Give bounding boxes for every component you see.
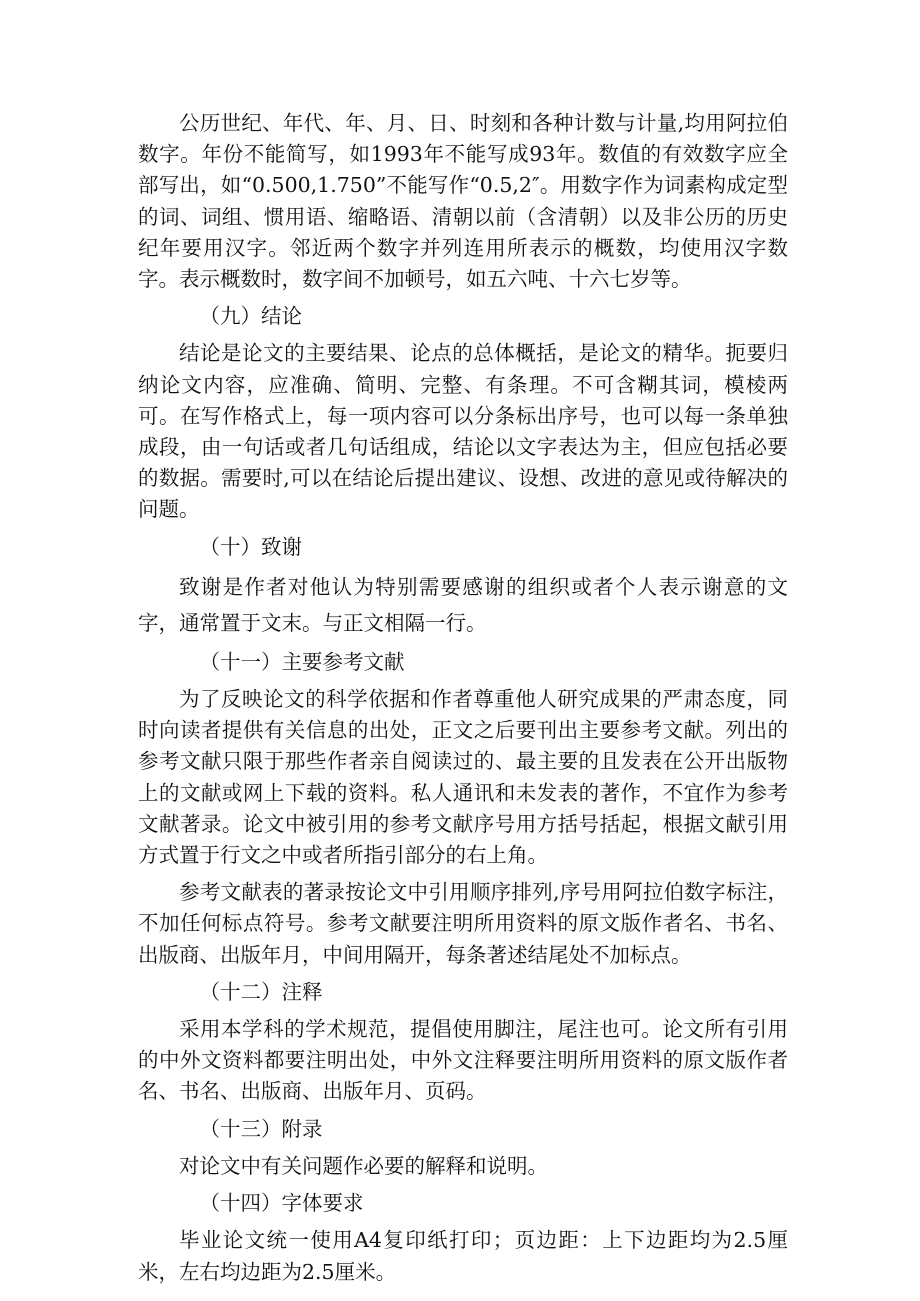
heading-notes: （十二）注释 <box>199 979 323 1004</box>
paragraph-notes: 采用本学科的学术规范，提倡使用脚注，尾注也可。论文所有引用的中外文资料都要注明出处，中外文注释要注明所用资料的原文版作者名、书名、出版商、出版年月、页码。 <box>138 1017 788 1104</box>
paragraph-acknowledgement: 致谢是作者对他认为特别需要感谢的组织或者个人表示谢意的文字，通常置于文末。与正文相隔一行。 <box>138 574 788 635</box>
heading-acknowledgement: （十）致谢 <box>199 534 302 559</box>
heading-references: （十一）主要参考文献 <box>199 649 405 674</box>
paragraph-appendix: 对论文中有关问题作必要的解释和说明。 <box>179 1153 548 1178</box>
paragraph-references: 为了反映论文的科学依据和作者尊重他人研究成果的严肃态度，同时向读者提供有关信息的出处，正文之后要刊出主要参考文献。列出的参考文献只限于那些作者亲自阅读过的、最主要的且发表在公开出版物上的文献或网上下载的资料。私人通讯和未发表的著作，不宜作为参考文献著录。论文中被引用的参考文献序号用方括号括起，根据文献引用方式置于行文之中或者所指引部分的右上角。 <box>138 687 788 868</box>
document-page <box>138 108 788 1288</box>
heading-conclusion: （九）结论 <box>199 304 302 329</box>
paragraph-conclusion: 结论是论文的主要结果、论点的总体概括，是论文的精华。扼要归纳论文内容，应准确、简明、完整、有条理。不可含糊其词，模棱两可。在写作格式上，每一项内容可以分条标出序号，也可以每一条单独成段，由一句话或者几句话组成，结论以文字表达为主，但应包括必要的数据。需要时,可以在结论后提出建议、设想、改进的意见或待解决的问题。 <box>138 341 788 522</box>
paragraph-font-requirements: 毕业论文统一使用A4复印纸打印；页边距：上下边距均为2.5厘米，左右均边距为2.5厘米。 <box>138 1228 788 1284</box>
paragraph-numerals: 公历世纪、年代、年、月、日、时刻和各种计数与计量,均用阿拉伯数字。年份不能简写，如1993年不能写成93年。数值的有效数字应全部写出，如“0.500,1.750”不能写作“0.5,2″。用数字作为词素构成定型的词、词组、惯用语、缩略语、清朝以前（含清朝）以及非公历的历史纪年要用汉字。邻近两个数字并列连用所表示的概数，均使用汉字数字。表示概数时，数字间不加顿号，如五六吨、十六七岁等。 <box>138 111 788 292</box>
heading-font-requirements: （十四）字体要求 <box>199 1191 364 1216</box>
paragraph-reference-format: 参考文献表的著录按论文中引用顺序排列,序号用阿拉伯数字标注，不加任何标点符号。参考文献要注明所用资料的原文版作者名、书名、出版商、出版年月，中间用隔开，每条著述结尾处不加标点。 <box>138 880 788 967</box>
heading-appendix: （十三）附录 <box>199 1116 323 1141</box>
